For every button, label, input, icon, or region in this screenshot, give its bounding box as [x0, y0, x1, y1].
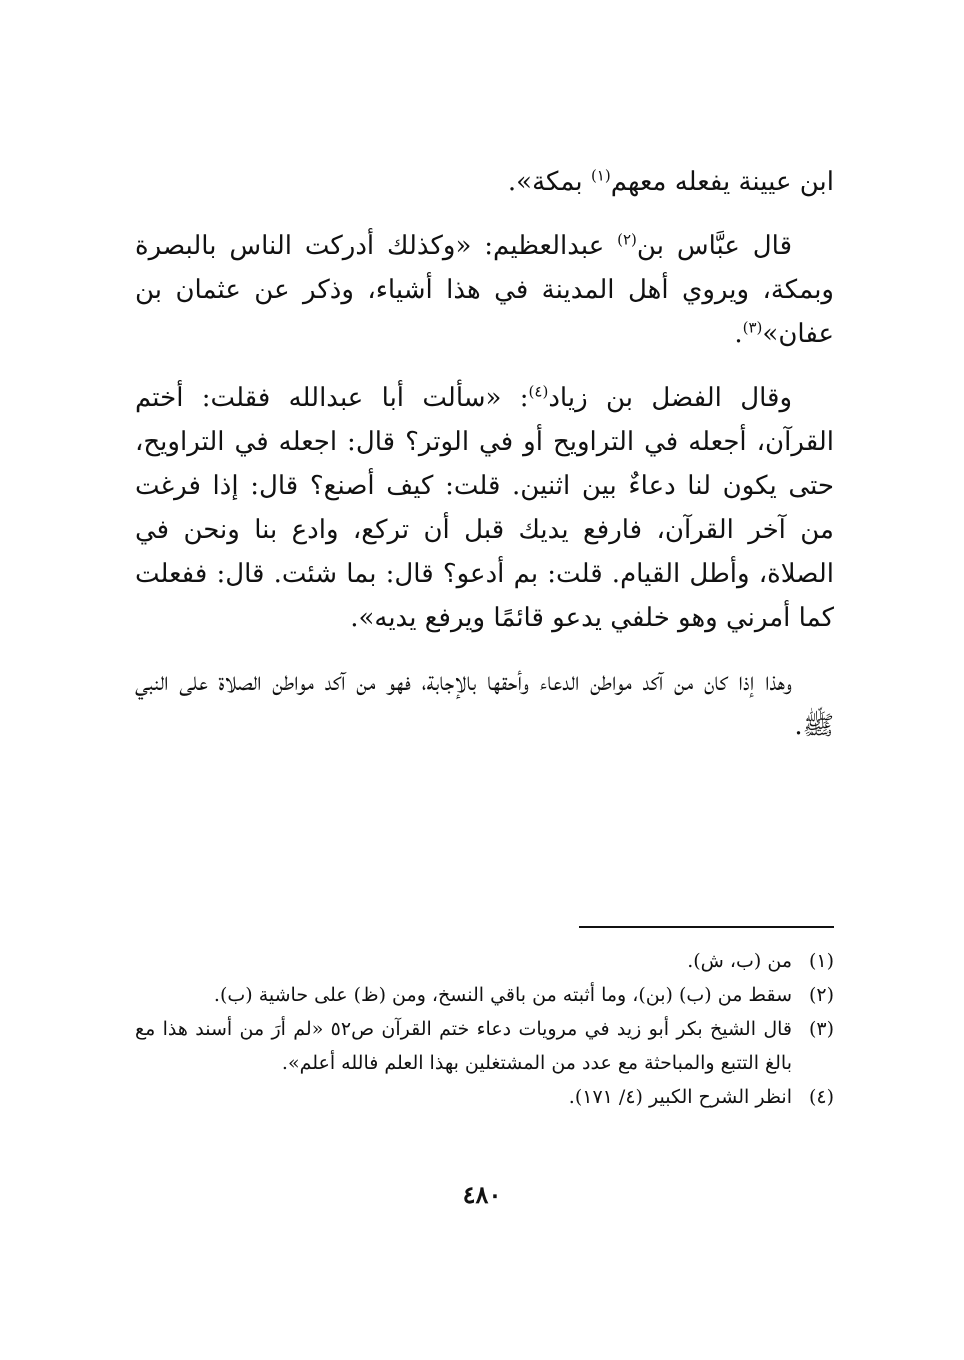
footnote-text: من (ب، ش). [687, 950, 792, 972]
footnote-number: (٢) [808, 984, 834, 1006]
footnote-number: (٣) [808, 1018, 834, 1040]
footnote-number: (١) [808, 950, 834, 972]
footnote-text: قال الشيخ بكر أبو زيد في مرويات دعاء ختم القرآن ص٥٢ «لم أرَ من أسند هذا مع بالغ التتبع والمباحثة مع عدد من المشتغلين بهذا العلم فالله أعلم». [135, 1018, 793, 1074]
paragraph-3-text-end: : «سألت أبا عبدالله فقلت: أختم القرآن، أجعله في التراويح أو في الوتر؟ قال: اجعله في التراويح، حتى يكون لنا دعاءٌ بين اثنين. قلت: كيف أصنع؟ قال: إذا فرغت من آخر القرآن، فارفع يديك قبل أن تركع، وادع بنا ونحن في الصلاة، وأطل القيام. قلت: بم أدعو؟ قال: بما شئت. قال: ففعلت كما أمرني وهو خلفي يدعو قائمًا ويرفع يديه». [135, 383, 834, 633]
footnote-ref-3[interactable]: (٣) [742, 318, 763, 337]
paragraph-4 [135, 660, 834, 748]
footnote-2 [135, 978, 834, 1012]
footnote-1 [135, 944, 834, 978]
footnote-ref-4[interactable]: (٤) [528, 382, 549, 401]
paragraph-2 [135, 224, 834, 356]
footnotes [135, 944, 834, 1114]
footnote-4 [135, 1080, 834, 1114]
paragraph-3 [135, 376, 834, 640]
paragraph-3-text: وقال الفضل بن زياد [548, 383, 793, 413]
page-number: ٤٨٠ [462, 1180, 502, 1209]
paragraph-1-text-end: بمكة». [507, 167, 591, 197]
footnote-text: سقط من (ب) (بن)، وما أثبته من باقي النسخ، ومن (ظ) على حاشية (ب). [213, 984, 792, 1006]
footnote-number: (٤) [808, 1086, 834, 1108]
paragraph-1 [135, 160, 834, 204]
paragraph-2-text-end: . [734, 319, 743, 349]
paragraph-2-text: قال عبَّاس بن [636, 231, 792, 261]
paragraph-1-text: ابن عيينة يفعله معهم [610, 167, 834, 197]
paragraph-2-text-mid: عبدالعظيم: «وكذلك أدركت الناس بالبصرة وبمكة، ويروي أهل المدينة في هذا أشياء، وذكر عن عثمان بن عفان» [135, 231, 834, 349]
footnote-3 [135, 1012, 834, 1080]
footnote-ref-2[interactable]: (٢) [617, 230, 637, 249]
paragraph-4-text: وهذا إذا كان من آكد مواطن الدعاء وأحقها بالإجابة، فهو من آكد مواطن الصلاة على النبي ﷺ. [135, 667, 834, 741]
footnote-separator [579, 926, 834, 928]
footnote-text: انظر الشرح الكبير (٤/ ١٧١). [568, 1086, 792, 1108]
main-text [135, 160, 834, 768]
footnote-ref-1[interactable]: (١) [590, 166, 611, 185]
